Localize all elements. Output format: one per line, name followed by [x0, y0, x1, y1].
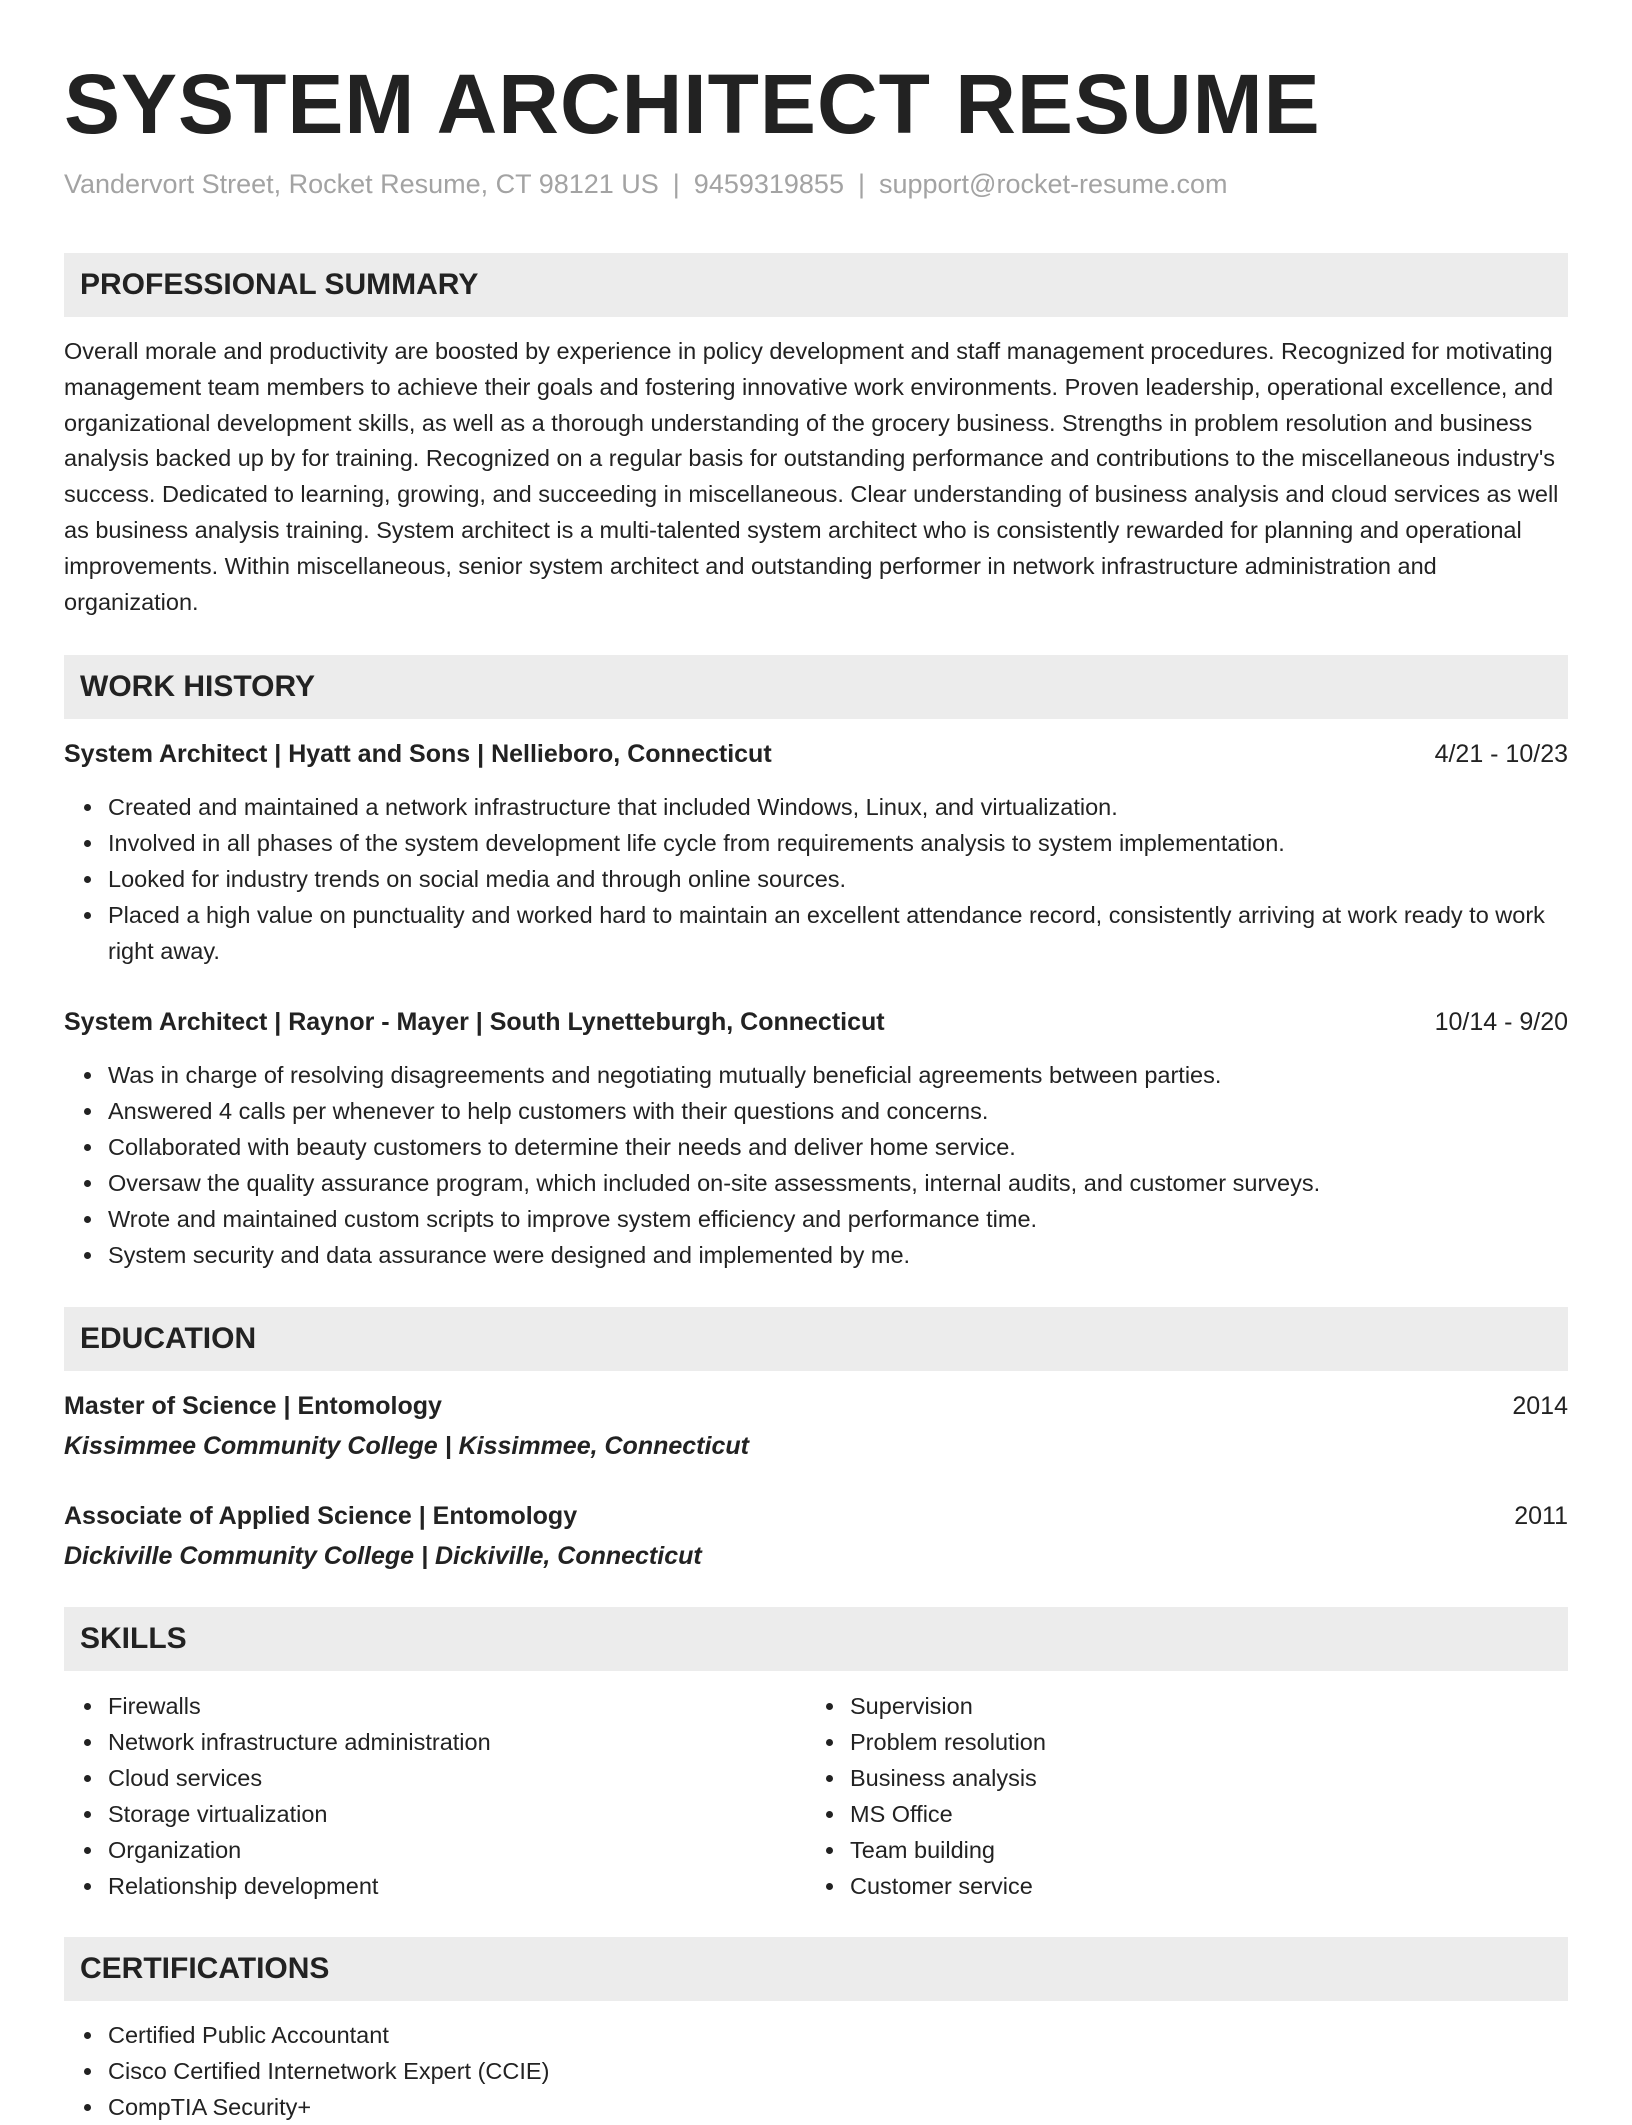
job-title: System Architect | Raynor - Mayer | South Lynetteburgh, Connecticut — [64, 1008, 885, 1036]
job-bullet: Collaborated with beauty customers to determine their needs and deliver home service. — [108, 1129, 1568, 1165]
job-title: System Architect | Hyatt and Sons | Nellieboro, Connecticut — [64, 740, 772, 768]
skill-item: Relationship development — [108, 1868, 808, 1904]
job-bullet: Oversaw the quality assurance program, which included on-site assessments, internal audits, and customer surveys. — [108, 1165, 1568, 1201]
skills-section-header — [64, 1607, 1568, 1671]
job-bullet: Created and maintained a network infrastructure that included Windows, Linux, and virtualization. — [108, 789, 1568, 825]
summary-heading: PROFESSIONAL SUMMARY — [80, 268, 479, 301]
job-bullet: Involved in all phases of the system development life cycle from requirements analysis to system implementation. — [108, 825, 1568, 861]
skill-item: MS Office — [850, 1796, 1550, 1832]
education-section-header — [64, 1307, 1568, 1371]
certification-item: Certified Public Accountant — [108, 2017, 1568, 2053]
contact-separator: | — [672, 169, 680, 199]
job-bullet-list — [64, 1057, 1568, 1273]
skill-item: Business analysis — [850, 1760, 1550, 1796]
skills-list-right — [806, 1688, 1550, 1904]
job-dates: 10/14 - 9/20 — [1434, 1008, 1568, 1036]
skill-item: Problem resolution — [850, 1724, 1550, 1760]
summary-section-header — [64, 253, 1568, 317]
certifications-heading: CERTIFICATIONS — [80, 1952, 330, 1985]
certification-item: Cisco Certified Internetwork Expert (CCIE) — [108, 2053, 1568, 2089]
summary-text: Overall morale and productivity are boosted by experience in policy development and staff management procedures. Recognized for motivating management team members to achieve their goals and fostering innovative work environments. Proven leadership, operational excellence, and organizational development skills, as well as a thorough understanding of the grocery business. Strengths in problem resolution and business analysis backed up by for training. Recognized on a regular basis for outstanding performance and contributions to the miscellaneous industry's success. Dedicated to learning, growing, and succeeding in miscellaneous. Clear understanding of business analysis and cloud services as well as business analysis training. System architect is a multi-talented system architect who is consistently rewarded for planning and operational improvements. Within miscellaneous, senior system architect and outstanding performer in network infrastructure administration and organization. — [64, 338, 1559, 615]
education-heading: EDUCATION — [80, 1322, 257, 1355]
job-bullet-list — [64, 789, 1568, 969]
skill-item: Supervision — [850, 1688, 1550, 1724]
certifications-section-header — [64, 1937, 1568, 2001]
education-year: 2014 — [1512, 1392, 1568, 1420]
skill-item: Organization — [108, 1832, 808, 1868]
education-entry-header — [64, 1499, 1568, 1533]
job-header — [64, 1005, 1568, 1039]
certifications-list — [64, 2017, 1568, 2125]
skill-item: Storage virtualization — [108, 1796, 808, 1832]
skill-item: Customer service — [850, 1868, 1550, 1904]
education-school: Dickiville Community College | Dickiville, Connecticut — [64, 1542, 702, 1570]
job-bullet: Placed a high value on punctuality and worked hard to maintain an excellent attendance record, consistently arriving at work ready to work right away. — [108, 897, 1568, 969]
job-dates: 4/21 - 10/23 — [1434, 740, 1568, 768]
contact-separator: | — [857, 169, 865, 199]
education-year: 2011 — [1514, 1502, 1568, 1530]
skills-list-left — [64, 1688, 808, 1904]
contact-phone: 9459319855 — [693, 169, 844, 199]
contact-address: Vandervort Street, Rocket Resume, CT 98121 US — [64, 169, 659, 199]
certification-item: CompTIA Security+ — [108, 2089, 1568, 2125]
job-bullet: System security and data assurance were designed and implemented by me. — [108, 1237, 1568, 1273]
skill-item: Cloud services — [108, 1760, 808, 1796]
education-degree: Associate of Applied Science | Entomology — [64, 1502, 578, 1530]
job-bullet: Answered 4 calls per whenever to help customers with their questions and concerns. — [108, 1093, 1568, 1129]
education-degree: Master of Science | Entomology — [64, 1392, 442, 1420]
job-bullet: Looked for industry trends on social media and through online sources. — [108, 861, 1568, 897]
education-school: Kissimmee Community College | Kissimmee, Connecticut — [64, 1432, 749, 1460]
education-entry-header — [64, 1389, 1568, 1423]
skill-item: Network infrastructure administration — [108, 1724, 808, 1760]
job-header — [64, 737, 1568, 771]
contact-line — [64, 166, 1228, 202]
skills-heading: SKILLS — [80, 1622, 187, 1655]
work-section-header — [64, 655, 1568, 719]
skill-item: Firewalls — [108, 1688, 808, 1724]
work-heading: WORK HISTORY — [80, 670, 316, 703]
job-bullet: Wrote and maintained custom scripts to improve system efficiency and performance time. — [108, 1201, 1568, 1237]
contact-email: support@rocket-resume.com — [878, 169, 1228, 199]
job-bullet: Was in charge of resolving disagreements and negotiating mutually beneficial agreements between parties. — [108, 1057, 1568, 1093]
skill-item: Team building — [850, 1832, 1550, 1868]
resume-title: SYSTEM ARCHITECT RESUME — [64, 57, 1321, 151]
